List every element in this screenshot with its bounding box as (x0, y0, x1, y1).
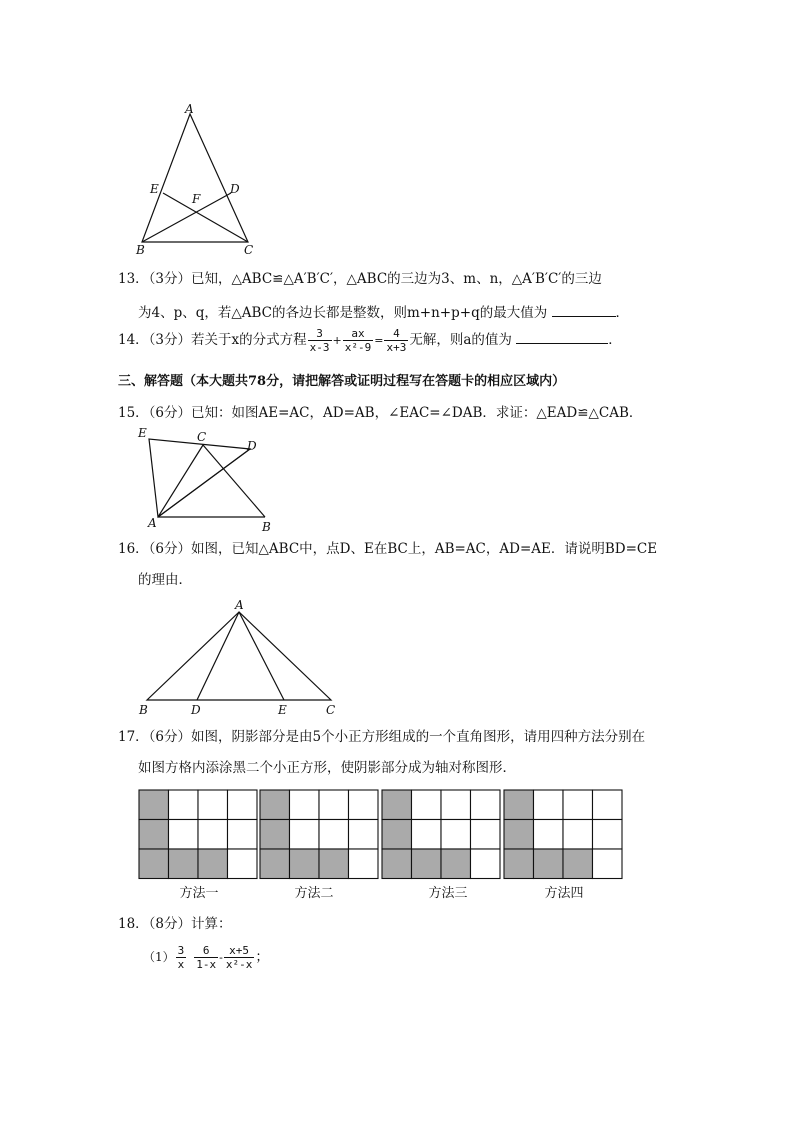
caption-method-4: 方法四 (544, 886, 584, 901)
grid-3-cell-r1c3[interactable] (471, 820, 501, 850)
grid-4-cell-r0c0 (504, 790, 534, 820)
grid-1-cell-r2c1 (169, 849, 199, 879)
grid-2-cell-r1c3[interactable] (349, 820, 379, 850)
q16-line1: 16．（6分）如图，已知△ABC中，点D、E在BC上，AB=AC，AD=AE．请说明BD=CE (118, 541, 658, 557)
q18-part1: （1） $\frac{3}{x}$ $\frac{6}{1-x}$ - $\frac{x+5}{\text{x²-x}}$ ； (143, 944, 269, 971)
grid-2-cell-r2c3[interactable] (349, 849, 379, 879)
q13-line1: 13．（3分）已知，△ABC≌△A′B′C′，△ABC的三边为3、m、n，△A′B′C′的三边 (118, 271, 602, 287)
label-a: A (185, 102, 194, 116)
answer-blank-14[interactable] (516, 329, 608, 344)
grid-1-cell-r2c2 (198, 849, 228, 879)
q13-line2: 为4、p、q，若△ABC的各边长都是整数，则m+n+p+q的最大值为 ． (138, 302, 629, 322)
section-heading: 三、解答题（本大题共78分，请把解答或证明过程写在答题卡的相应区域内） (118, 374, 566, 389)
q14-line: 14．（3分）若关于x的分式方程 $\frac{3}{x-3}$ + $\frac{ax}{\text{x²-9}}$ = $\frac{4}{x+3}$ 无解，则a的值为 ． (118, 327, 622, 354)
fraction-a: $\frac{3}{x}$ (177, 944, 185, 971)
grid-4-cell-r2c2 (563, 849, 593, 879)
grid-4-cell-r0c1[interactable] (534, 790, 564, 820)
grid-2-cell-r2c2 (319, 849, 349, 879)
figure-q15 (135, 425, 285, 537)
grid-4-cell-r1c1[interactable] (534, 820, 564, 850)
label-b: B (139, 703, 148, 717)
grid-1-cell-r1c0 (139, 820, 169, 850)
grid-1-cell-r0c0 (139, 790, 169, 820)
label-a: A (148, 516, 157, 530)
grid-3-cell-r0c1[interactable] (412, 790, 442, 820)
label-b: B (136, 243, 145, 257)
q17-line2: 如图方格内添涂黑二个小正方形，使阴影部分成为轴对称图形． (138, 760, 516, 776)
grids-q17 (135, 786, 630, 882)
grid-2-cell-r0c3[interactable] (349, 790, 379, 820)
label-e: E (138, 426, 147, 440)
fraction-2: $\frac{ax}{\text{x²-9}}$ (344, 327, 372, 354)
label-e: E (150, 182, 159, 196)
caption-method-3: 方法三 (428, 886, 468, 901)
grid-2-cell-r2c1 (290, 849, 320, 879)
q18-line1: 18．（8分）计算： (118, 916, 232, 932)
grid-4-cell-r2c1 (534, 849, 564, 879)
grid-1-cell-r2c0 (139, 849, 169, 879)
label-f: F (192, 192, 201, 206)
grid-4-cell-r2c0 (504, 849, 534, 879)
grid-1-cell-r1c3[interactable] (228, 820, 258, 850)
grid-4-cell-r1c2[interactable] (563, 820, 593, 850)
grid-4-cell-r0c3[interactable] (593, 790, 623, 820)
label-d: D (247, 439, 257, 453)
grid-1-cell-r0c2[interactable] (198, 790, 228, 820)
grid-3-cell-r1c0 (382, 820, 412, 850)
q16-line2: 的理由． (138, 572, 192, 588)
grid-3-cell-r2c2 (441, 849, 471, 879)
grid-3-cell-r2c1 (412, 849, 442, 879)
figure-q16 (135, 596, 345, 720)
q17-line1: 17．（6分）如图，阴影部分是由5个小正方形组成的一个直角图形，请用四种方法分别在 (118, 729, 646, 745)
grid-1-cell-r0c1[interactable] (169, 790, 199, 820)
grid-3-cell-r0c3[interactable] (471, 790, 501, 820)
figure-triangle-abc (130, 100, 270, 260)
label-a: A (235, 598, 244, 612)
grid-2-cell-r1c2[interactable] (319, 820, 349, 850)
label-c: C (244, 243, 254, 257)
grid-1-cell-r1c1[interactable] (169, 820, 199, 850)
grid-2-cell-r0c2[interactable] (319, 790, 349, 820)
fraction-1: $\frac{3}{x-3}$ (309, 327, 330, 354)
grid-1-cell-r2c3[interactable] (228, 849, 258, 879)
label-c: C (326, 703, 336, 717)
caption-method-1: 方法一 (179, 886, 219, 901)
answer-blank-13[interactable] (552, 302, 616, 317)
label-e: E (278, 703, 287, 717)
label-b: B (262, 520, 271, 534)
grid-4-cell-r2c3[interactable] (593, 849, 623, 879)
grid-4-cell-r1c3[interactable] (593, 820, 623, 850)
q15-text: 15．（6分）已知：如图AE=AC，AD=AB，∠EAC=∠DAB．求证：△EAD≌△CAB． (118, 405, 643, 421)
grid-2-cell-r1c0 (260, 820, 290, 850)
grid-3-cell-r0c0 (382, 790, 412, 820)
grid-2-cell-r0c0 (260, 790, 290, 820)
fraction-c: $\frac{x+5}{\text{x²-x}}$ (225, 944, 253, 971)
grid-2-cell-r1c1[interactable] (290, 820, 320, 850)
label-d: D (191, 703, 201, 717)
fraction-b: $\frac{6}{1-x}$ (196, 944, 217, 971)
caption-method-2: 方法二 (294, 886, 334, 901)
grid-2-cell-r0c1[interactable] (290, 790, 320, 820)
grid-1-cell-r0c3[interactable] (228, 790, 258, 820)
grid-4-cell-r1c0 (504, 820, 534, 850)
grid-3-cell-r1c1[interactable] (412, 820, 442, 850)
fraction-3: $\frac{4}{x+3}$ (386, 327, 407, 354)
label-c: C (197, 430, 207, 444)
label-d: D (230, 182, 240, 196)
grid-3-cell-r2c0 (382, 849, 412, 879)
grid-2-cell-r2c0 (260, 849, 290, 879)
grid-3-cell-r0c2[interactable] (441, 790, 471, 820)
grid-1-cell-r1c2[interactable] (198, 820, 228, 850)
grid-3-cell-r1c2[interactable] (441, 820, 471, 850)
grid-4-cell-r0c2[interactable] (563, 790, 593, 820)
grid-3-cell-r2c3[interactable] (471, 849, 501, 879)
